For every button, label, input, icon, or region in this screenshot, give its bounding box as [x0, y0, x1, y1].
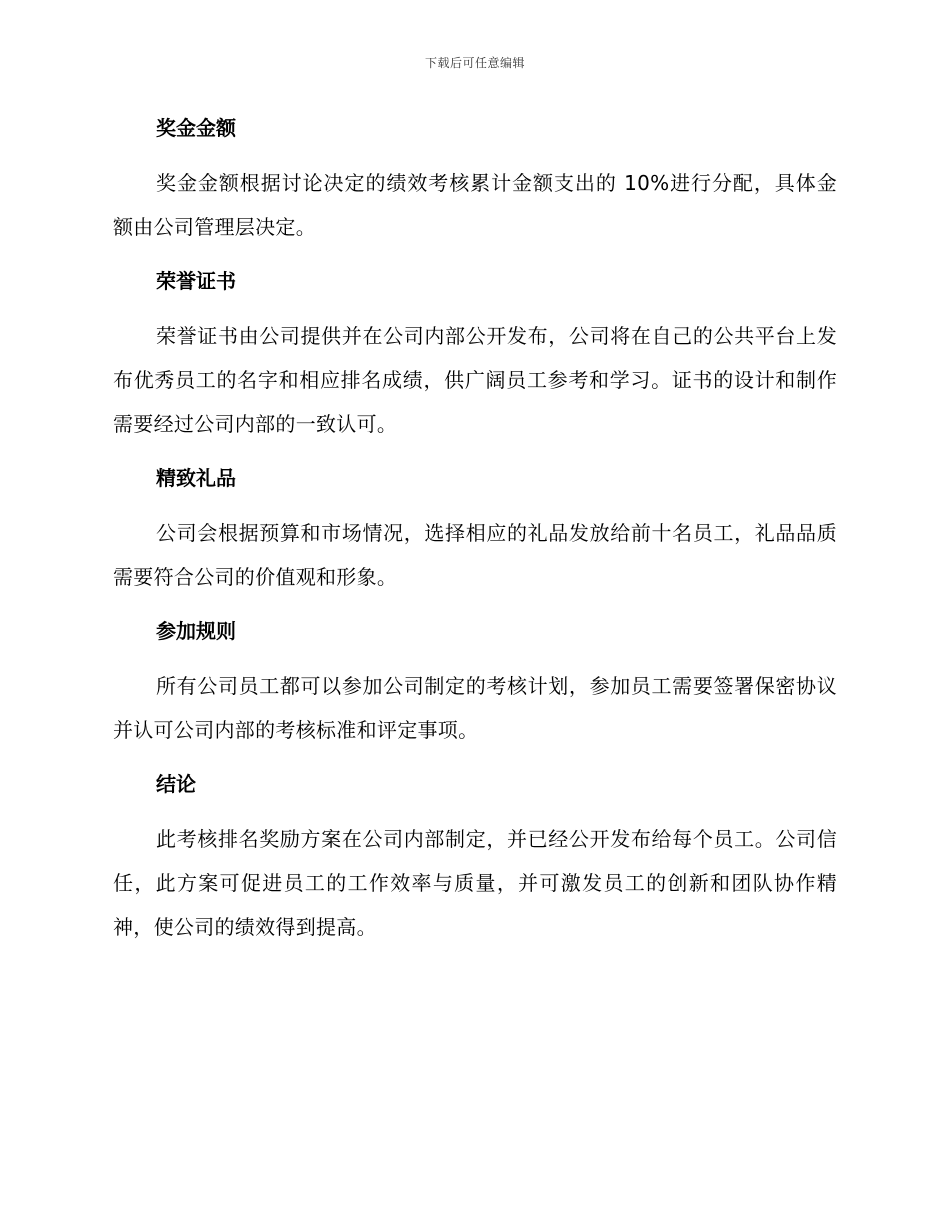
section-paragraph: 公司会根据预算和市场情况，选择相应的礼品发放给前十名员工，礼品品质需要符合公司的价值观和形象。: [113, 521, 837, 589]
section-heading: 参加规则: [156, 619, 236, 643]
section-heading: 结论: [156, 772, 196, 796]
section-paragraph: 荣誉证书由公司提供并在公司内部公开发布，公司将在自己的公共平台上发布优秀员工的名字和相应排名成绩，供广阔员工参考和学习。证书的设计和制作需要经过公司内部的一致认可。: [113, 324, 837, 436]
section-heading: 精致礼品: [156, 466, 236, 490]
section-conclusion: [113, 766, 837, 949]
section-bonus-amount: [113, 110, 837, 249]
section-paragraph: 此考核排名奖励方案在公司内部制定，并已经公开发布给每个员工。公司信任，此方案可促进员工的工作效率与质量，并可激发员工的创新和团队协作精神，使公司的绩效得到提高。: [113, 827, 837, 939]
page-header: 下载后可任意编辑: [424, 56, 525, 70]
section-participation-rules: [113, 613, 837, 752]
section-paragraph: 奖金金额根据讨论决定的绩效考核累计金额支出的 10%进行分配，具体金额由公司管理层决定。: [113, 171, 837, 239]
section-gifts: [113, 460, 837, 599]
section-heading: 荣誉证书: [156, 269, 236, 293]
section-paragraph: 所有公司员工都可以参加公司制定的考核计划，参加员工需要签署保密协议并认可公司内部的考核标准和评定事项。: [113, 674, 837, 742]
section-honor-certificate: [113, 263, 837, 446]
document-body: [113, 110, 837, 963]
section-heading: 奖金金额: [156, 116, 236, 140]
